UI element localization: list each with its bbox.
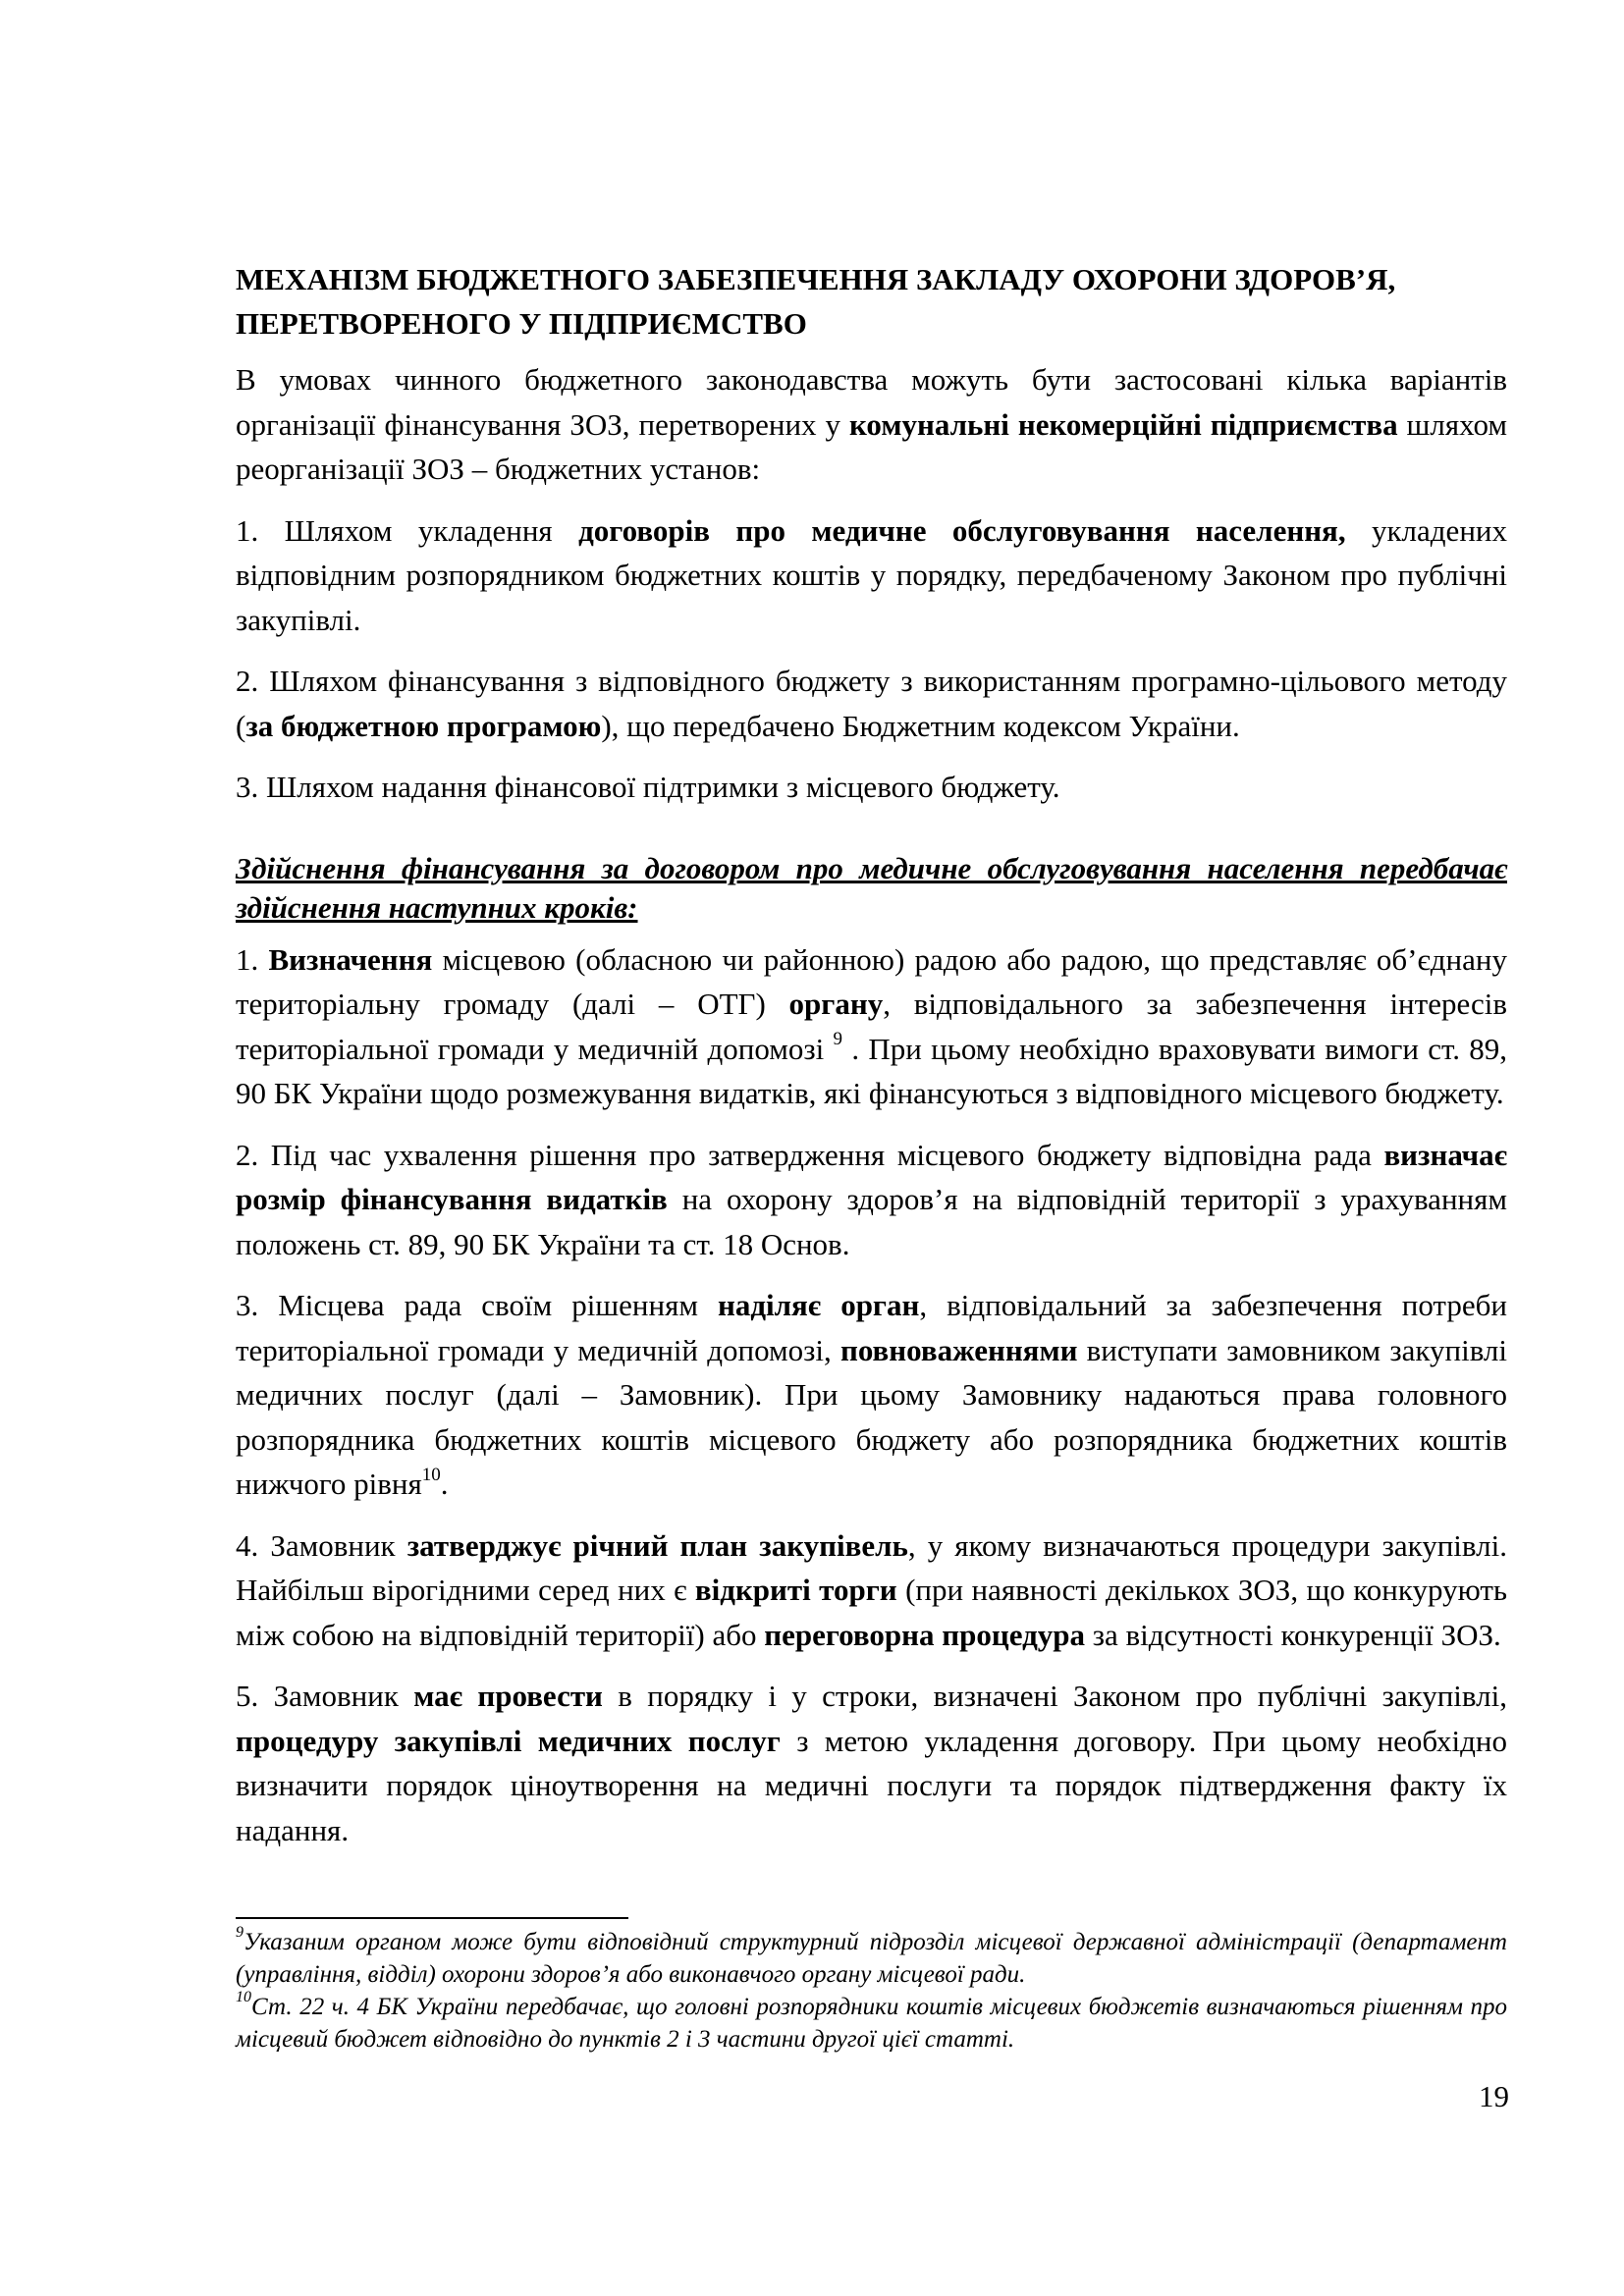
step-5-text-1: 5. Замовник — [236, 1679, 414, 1713]
page-title: МЕХАНІЗМ БЮДЖЕТНОГО ЗАБЕЗПЕЧЕННЯ ЗАКЛАДУ ОХОРОНИ ЗДОРОВ’Я, ПЕРЕТВОРЕНОГО У ПІДПРИЄМСТВО — [236, 262, 1396, 341]
page-number: 19 — [1479, 2079, 1509, 2113]
step-4-text-4: за відсутності конкуренції ЗОЗ. — [1085, 1617, 1501, 1652]
step-5-text-2: в порядку і у строки, визначені Законом про публічні закупівлі, — [602, 1679, 1507, 1713]
step-4-text-1: 4. Замовник — [236, 1527, 407, 1563]
step-5-text-3: з метою укладення договору. При цьому необхідно визначити порядок ціноутворення на медичні послуги та порядок підтвердження факту їх надання. — [236, 1723, 1507, 1847]
footnotes — [236, 1923, 1507, 2056]
step-1-bold-1: Визначення — [268, 941, 433, 977]
step-5-bold-1: має провести — [413, 1679, 603, 1713]
step-4-bold-2: відкриті торги — [694, 1573, 897, 1607]
footnote-ref-10[interactable]: 10 — [421, 1464, 441, 1485]
option-2 — [236, 659, 1507, 748]
step-2-text-1: 2. Під час ухвалення рішення про затвердження місцевого бюджету відповідна рада — [236, 1137, 1384, 1172]
step-3-text-3: виступати замовником закупівлі медичних послуг (далі – Замовник). При цьому Замовнику надаються права головного розпорядника бюджетних коштів місцевого бюджету або розпорядника бюджетних коштів нижчого рівня — [236, 1332, 1508, 1501]
option-1 — [236, 508, 1507, 643]
step-5 — [236, 1674, 1507, 1852]
option-2-bold: за бюджетною програмою — [245, 708, 602, 743]
option-1-bold: договорів про медичне обслуговування населення, — [578, 512, 1346, 548]
step-4-text-2: , у якому визначаються процедури закупівлі. Найбільш вірогідними серед них є — [236, 1527, 1507, 1607]
step-4-bold-1: затверджує річний план закупівель — [406, 1527, 908, 1563]
step-2-bold: визначає розмір фінансування видатків — [236, 1137, 1507, 1216]
footnote-separator — [236, 1917, 628, 1919]
step-3-bold-2: повноваженнями — [839, 1332, 1078, 1367]
steps-subheading: Здійснення фінансування за договором про медичне обслуговування населення передбачає здійснення наступних кроків: — [236, 850, 1507, 925]
option-2-text-1: 2. Шляхом фінансування з відповідного бюджету з використанням програмно-цільового методу ( — [236, 664, 1507, 743]
option-1-text-1: 1. Шляхом укладення — [236, 512, 579, 548]
footnote-9-number: 9 — [236, 1923, 244, 1941]
step-1-text-2: місцевою (обласною чи районною) радою або радою, що представляє об’єднану територіальну громаду (далі – ОТГ) — [236, 941, 1508, 1021]
option-2-text-2: ), що передбачено Бюджетним кодексом України. — [601, 708, 1240, 743]
intro-bold-1: комунальні некомерційні підприємства — [848, 406, 1398, 442]
step-4-text-3: (при наявності декількох ЗОЗ, що конкурують між собою на відповідній території) або — [236, 1573, 1507, 1652]
footnote-10-number: 10 — [236, 1988, 251, 2005]
option-3 — [236, 765, 1507, 810]
step-1-text-3: , відповідального за забезпечення інтересів територіальної громади у медичній допомозі — [236, 987, 1507, 1066]
footnote-ref-9[interactable]: 9 — [833, 1029, 843, 1050]
footnote-9-text: Указаним органом може бути відповідний структурний підрозділ місцевої державної адміністрації (департамент (управління, відділ) охорони здоров’я або виконавчого органу місцевої ради. — [236, 1929, 1507, 1988]
step-4-bold-3: переговорна процедура — [764, 1617, 1086, 1652]
step-1-bold-2: органу — [788, 987, 884, 1021]
step-3-text-2: , відповідальний за забезпечення потреби територіальної громади у медичній допомозі, — [236, 1288, 1507, 1367]
step-2 — [236, 1133, 1507, 1267]
step-4 — [236, 1523, 1507, 1658]
step-1 — [236, 937, 1507, 1116]
footnote-10-text: Ст. 22 ч. 4 БК України передбачає, що головні розпорядники коштів місцевих бюджетів визначаються рішенням про місцевий бюджет відповідно до пунктів 2 і 3 частини другої цієї статті. — [236, 1994, 1507, 2053]
step-1-text-1: 1. — [236, 941, 269, 977]
page-content — [236, 257, 1507, 1869]
step-3-text-4: . — [440, 1467, 449, 1501]
step-2-text-2: на охорону здоров’я на відповідній території з урахуванням положень ст. 89, 90 БК України та ст. 18 Основ. — [236, 1182, 1507, 1261]
step-3 — [236, 1283, 1507, 1507]
intro-text-2: шляхом реорганізації ЗОЗ – бюджетних установ: — [236, 406, 1507, 486]
step-1-text-4: . При цьому необхідно враховувати вимоги ст. 89, 90 БК України щодо розмежування видатків, які фінансуються з відповідного місцевого бюджету. — [236, 1031, 1507, 1110]
step-5-bold-2: процедуру закупівлі медичних послуг — [236, 1723, 781, 1758]
step-3-text-1: 3. Місцева рада своїм рішенням — [236, 1288, 718, 1322]
step-3-bold-1: наділяє орган — [717, 1288, 920, 1322]
footnote-9 — [236, 1923, 1507, 1991]
intro-text-1: В умовах чинного бюджетного законодавства можуть бути застосовані кілька варіантів організації фінансування ЗОЗ, перетворених у — [236, 362, 1507, 442]
option-1-text-2: укладених відповідним розпорядником бюджетних коштів у порядку, передбаченому Законом про публічні закупівлі. — [236, 512, 1507, 637]
footnote-10 — [236, 1988, 1507, 2056]
intro-paragraph — [236, 357, 1507, 492]
option-3-text: 3. Шляхом надання фінансової підтримки з місцевого бюджету. — [236, 770, 1060, 804]
